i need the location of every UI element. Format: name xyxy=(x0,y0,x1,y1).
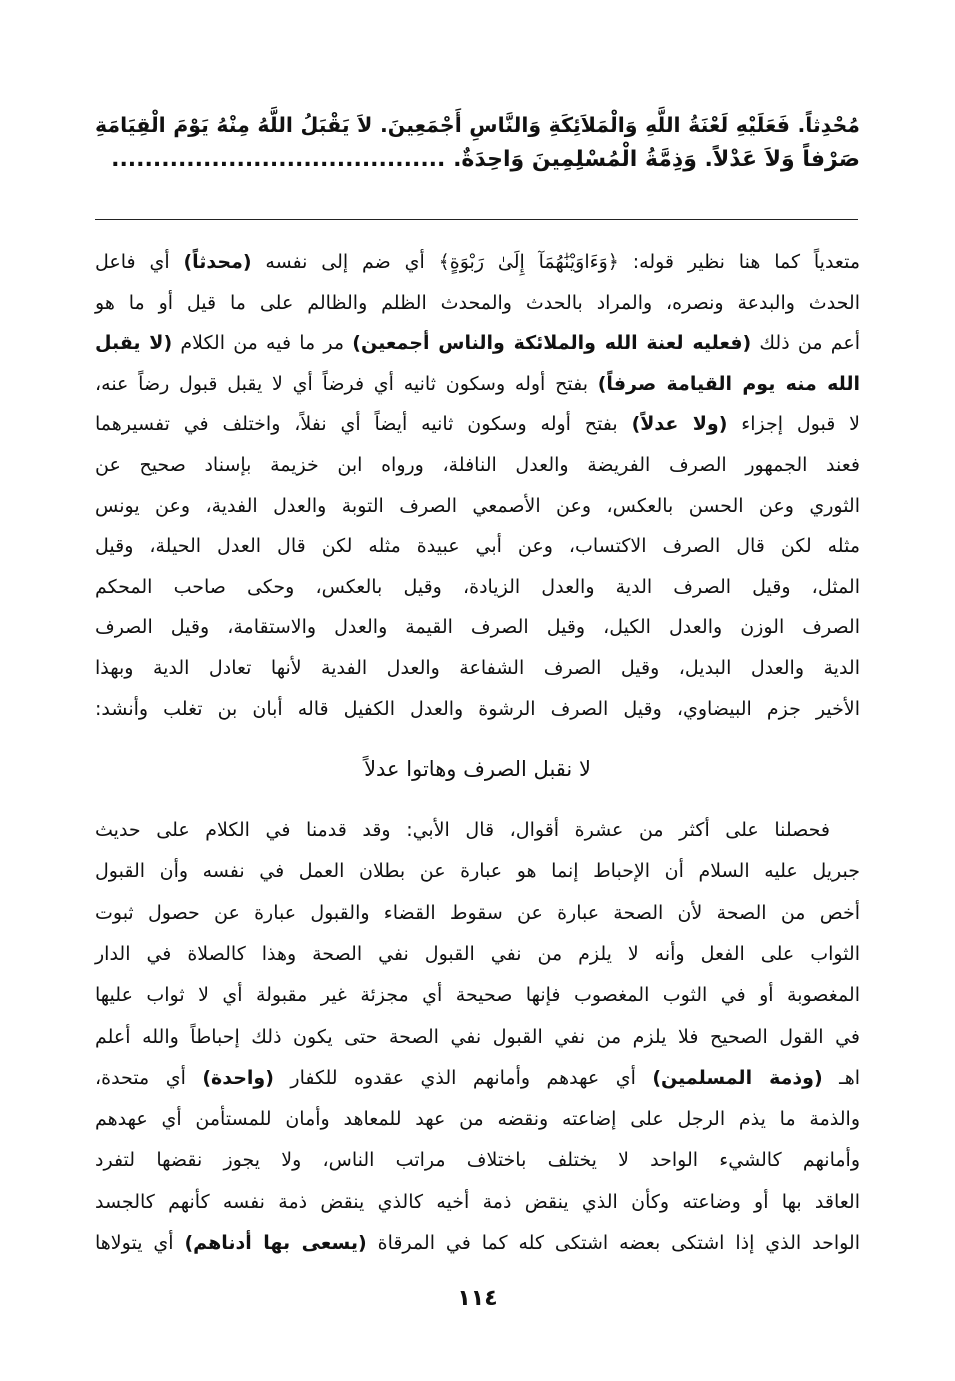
text-segment: والذمة ما يذم الرجل على إضاعته ونقضه من عهد للمعاهد وأمان للمستأمن أي عهدهم xyxy=(95,1108,860,1131)
text-line xyxy=(95,612,860,642)
text-segment: لا قبول إجزاء xyxy=(727,413,860,436)
text-line xyxy=(95,1228,860,1258)
bold-quote: (وذمة المسلمين) xyxy=(652,1066,823,1089)
text-segment: جبريل عليه السلام أن الإحباط إنما هو عبارة عن بطلان العمل في نفسه وأن القبول xyxy=(95,860,860,883)
text-line xyxy=(95,653,860,683)
text-segment: الأخير جزم البيضاوي، وقيل الصرف الرشوة والعدل الكفيل قاله أبان بن تغلب وأنشد: xyxy=(95,697,860,720)
text-line xyxy=(95,491,860,521)
text-line xyxy=(95,572,860,602)
text-segment: متعدياً كما هنا نظير قوله: xyxy=(618,251,860,273)
footnote-divider xyxy=(95,219,858,220)
text-line xyxy=(95,898,860,928)
text-line xyxy=(95,409,860,439)
hadith-text: صَرْفاً وَلاَ عَدْلاً. وَذِمَّةُ الْمُسْلِمِينَ وَاحِدَةٌ. xyxy=(453,147,860,172)
text-line xyxy=(95,856,860,886)
text-segment: العاقد بها أو وضاعته وكأن الذي ينقض ذمة أخيه كالذي ينقض ذمة نفسه كأنهم كالجسد xyxy=(95,1190,860,1213)
text-segment: بفتح أوله وسكون ثانيه أي فرضاً أي لا يقبل قبول رضاً عنه، xyxy=(95,372,598,395)
text-line xyxy=(95,247,860,277)
text-segment: أي متحدة، xyxy=(95,1066,203,1089)
text-segment: الحدث والبدعة ونصره، والمراد بالحدث والمحدث الظلم والظالم على ما قيل أو ما هو xyxy=(95,291,860,314)
bold-quote: (فعليه لعنة الله والملائكة والناس أجمعين) xyxy=(352,332,752,355)
text-line xyxy=(95,1187,860,1217)
text-line xyxy=(95,369,860,399)
text-segment: الواحد الذي إذا اشتكى بعضه اشتكى كله كما في المرقاة xyxy=(366,1232,860,1254)
bold-quote: الله منه يوم القيامة صرفاً) xyxy=(597,372,860,395)
text-segment: أي يتولاها xyxy=(95,1232,185,1254)
text-line xyxy=(95,980,860,1010)
text-line xyxy=(95,815,830,845)
text-segment: المغصوبة أو في الثوب المغصوب فإنها صحيحة أي مجزئة غير مقبولة أي لا ثواب عليها xyxy=(95,984,860,1007)
text-segment: فحصلنا على أكثر من عشرة أقوال، قال الأبي: وقد قدمنا في الكلام على حديث xyxy=(95,819,830,841)
text-line xyxy=(95,288,860,318)
text-line xyxy=(95,1104,860,1134)
hadith-line-1: مُحْدِثاً. فَعَلَيْهِ لَعْنَةُ اللَّهِ وَالْمَلاَئِكَةِ وَالنَّاسِ أَجْمَعِينَ. لاَ يَقْبَلُ اللَّهُ مِنْهُ يَوْمَ الْقِيَامَةِ xyxy=(95,113,860,137)
text-line xyxy=(95,531,860,561)
text-line xyxy=(95,450,860,480)
text-line xyxy=(95,1063,860,1093)
quran-quote: ﴿وَءَاوَيْنَٰهُمَآ إِلَىٰ رَبْوَةٍ﴾ xyxy=(438,251,619,273)
text-line xyxy=(95,1022,860,1052)
text-segment: أي فاعل xyxy=(95,251,184,273)
text-line xyxy=(95,694,860,724)
bold-quote: (يسعى بها أدناهم) xyxy=(184,1232,367,1254)
text-segment: الثواب على الفعل وأنه لا يلزم من نفي القبول نفي الصحة وهذا كالصلاة في الدار xyxy=(95,942,860,965)
text-line xyxy=(95,939,860,969)
hadith-line-2 xyxy=(95,143,860,177)
poetry-verse: لا نقبل الصرف وهاتوا عدلاً xyxy=(364,757,591,781)
bold-quote: (محدثاً) xyxy=(183,251,252,273)
page-number: ١١٤ xyxy=(457,1286,498,1311)
text-segment: وأمانهم كالشيء الواحد لا يختلف باختلاف مراتب الناس، ولا يجوز نقضها لتفرد xyxy=(95,1149,860,1172)
text-segment: مثله لكن قال الصرف الاكتساب، وعن أبي عبيدة مثله لكن قال العدل الحيلة، وقيل xyxy=(95,535,860,558)
text-line xyxy=(95,1145,860,1175)
text-segment: بفتح أوله وسكون ثانيه أيضاً أي نفلاً، واختلف في تفسيرهما xyxy=(95,413,632,436)
text-segment: الدية والعدل البديل، وقيل الصرف الشفاعة والعدل الفدية لأنها تعادل الدية وبهذا xyxy=(95,657,860,679)
bold-quote: (ولا عدلاً) xyxy=(631,413,728,436)
ellipsis-dots: ........................................ xyxy=(111,147,446,172)
text-segment: فعند الجمهور الصرف الفريضة والعدل النافلة، ورواه ابن خزيمة بإسناد صحيح عن xyxy=(95,454,860,476)
bold-quote: (لا يقبل xyxy=(95,332,173,355)
text-segment: مر ما فيه من الكلام xyxy=(172,332,353,355)
text-segment: أخص من الصحة لأن الصحة عبارة عن سقوط القضاء والقبول عبارة عن حصول ثبوت xyxy=(95,901,860,924)
text-segment: الثوري وعن الحسن بالعكس، وعن الأصمعي الصرف التوبة والعدل الفدية، وعن يونس xyxy=(95,494,860,517)
text-segment: الصرف الوزن والعدل الكيل، وقيل الصرف القيمة والعدل والاستقامة، وقيل الصرف xyxy=(95,616,860,639)
text-line xyxy=(95,328,860,358)
text-segment: في القول الصحيح فلا يلزم من نفي القبول نفي الصحة حتى يكون ذلك إحباطاً والله أعلم xyxy=(95,1025,860,1048)
text-segment: أي ضم إلى نفسه xyxy=(251,251,439,273)
text-segment: أعم من ذلك xyxy=(751,332,860,355)
text-segment: أي عهدهم وأمانهم الذي عقدوه للكفار xyxy=(273,1066,653,1089)
text-segment: اهـ xyxy=(822,1066,860,1089)
bold-quote: (واحدة) xyxy=(202,1066,274,1089)
text-segment: المثل، وقيل الصرف الدية والعدل الزيادة، وقيل بالعكس، وحكى صاحب المحكم xyxy=(95,575,860,598)
